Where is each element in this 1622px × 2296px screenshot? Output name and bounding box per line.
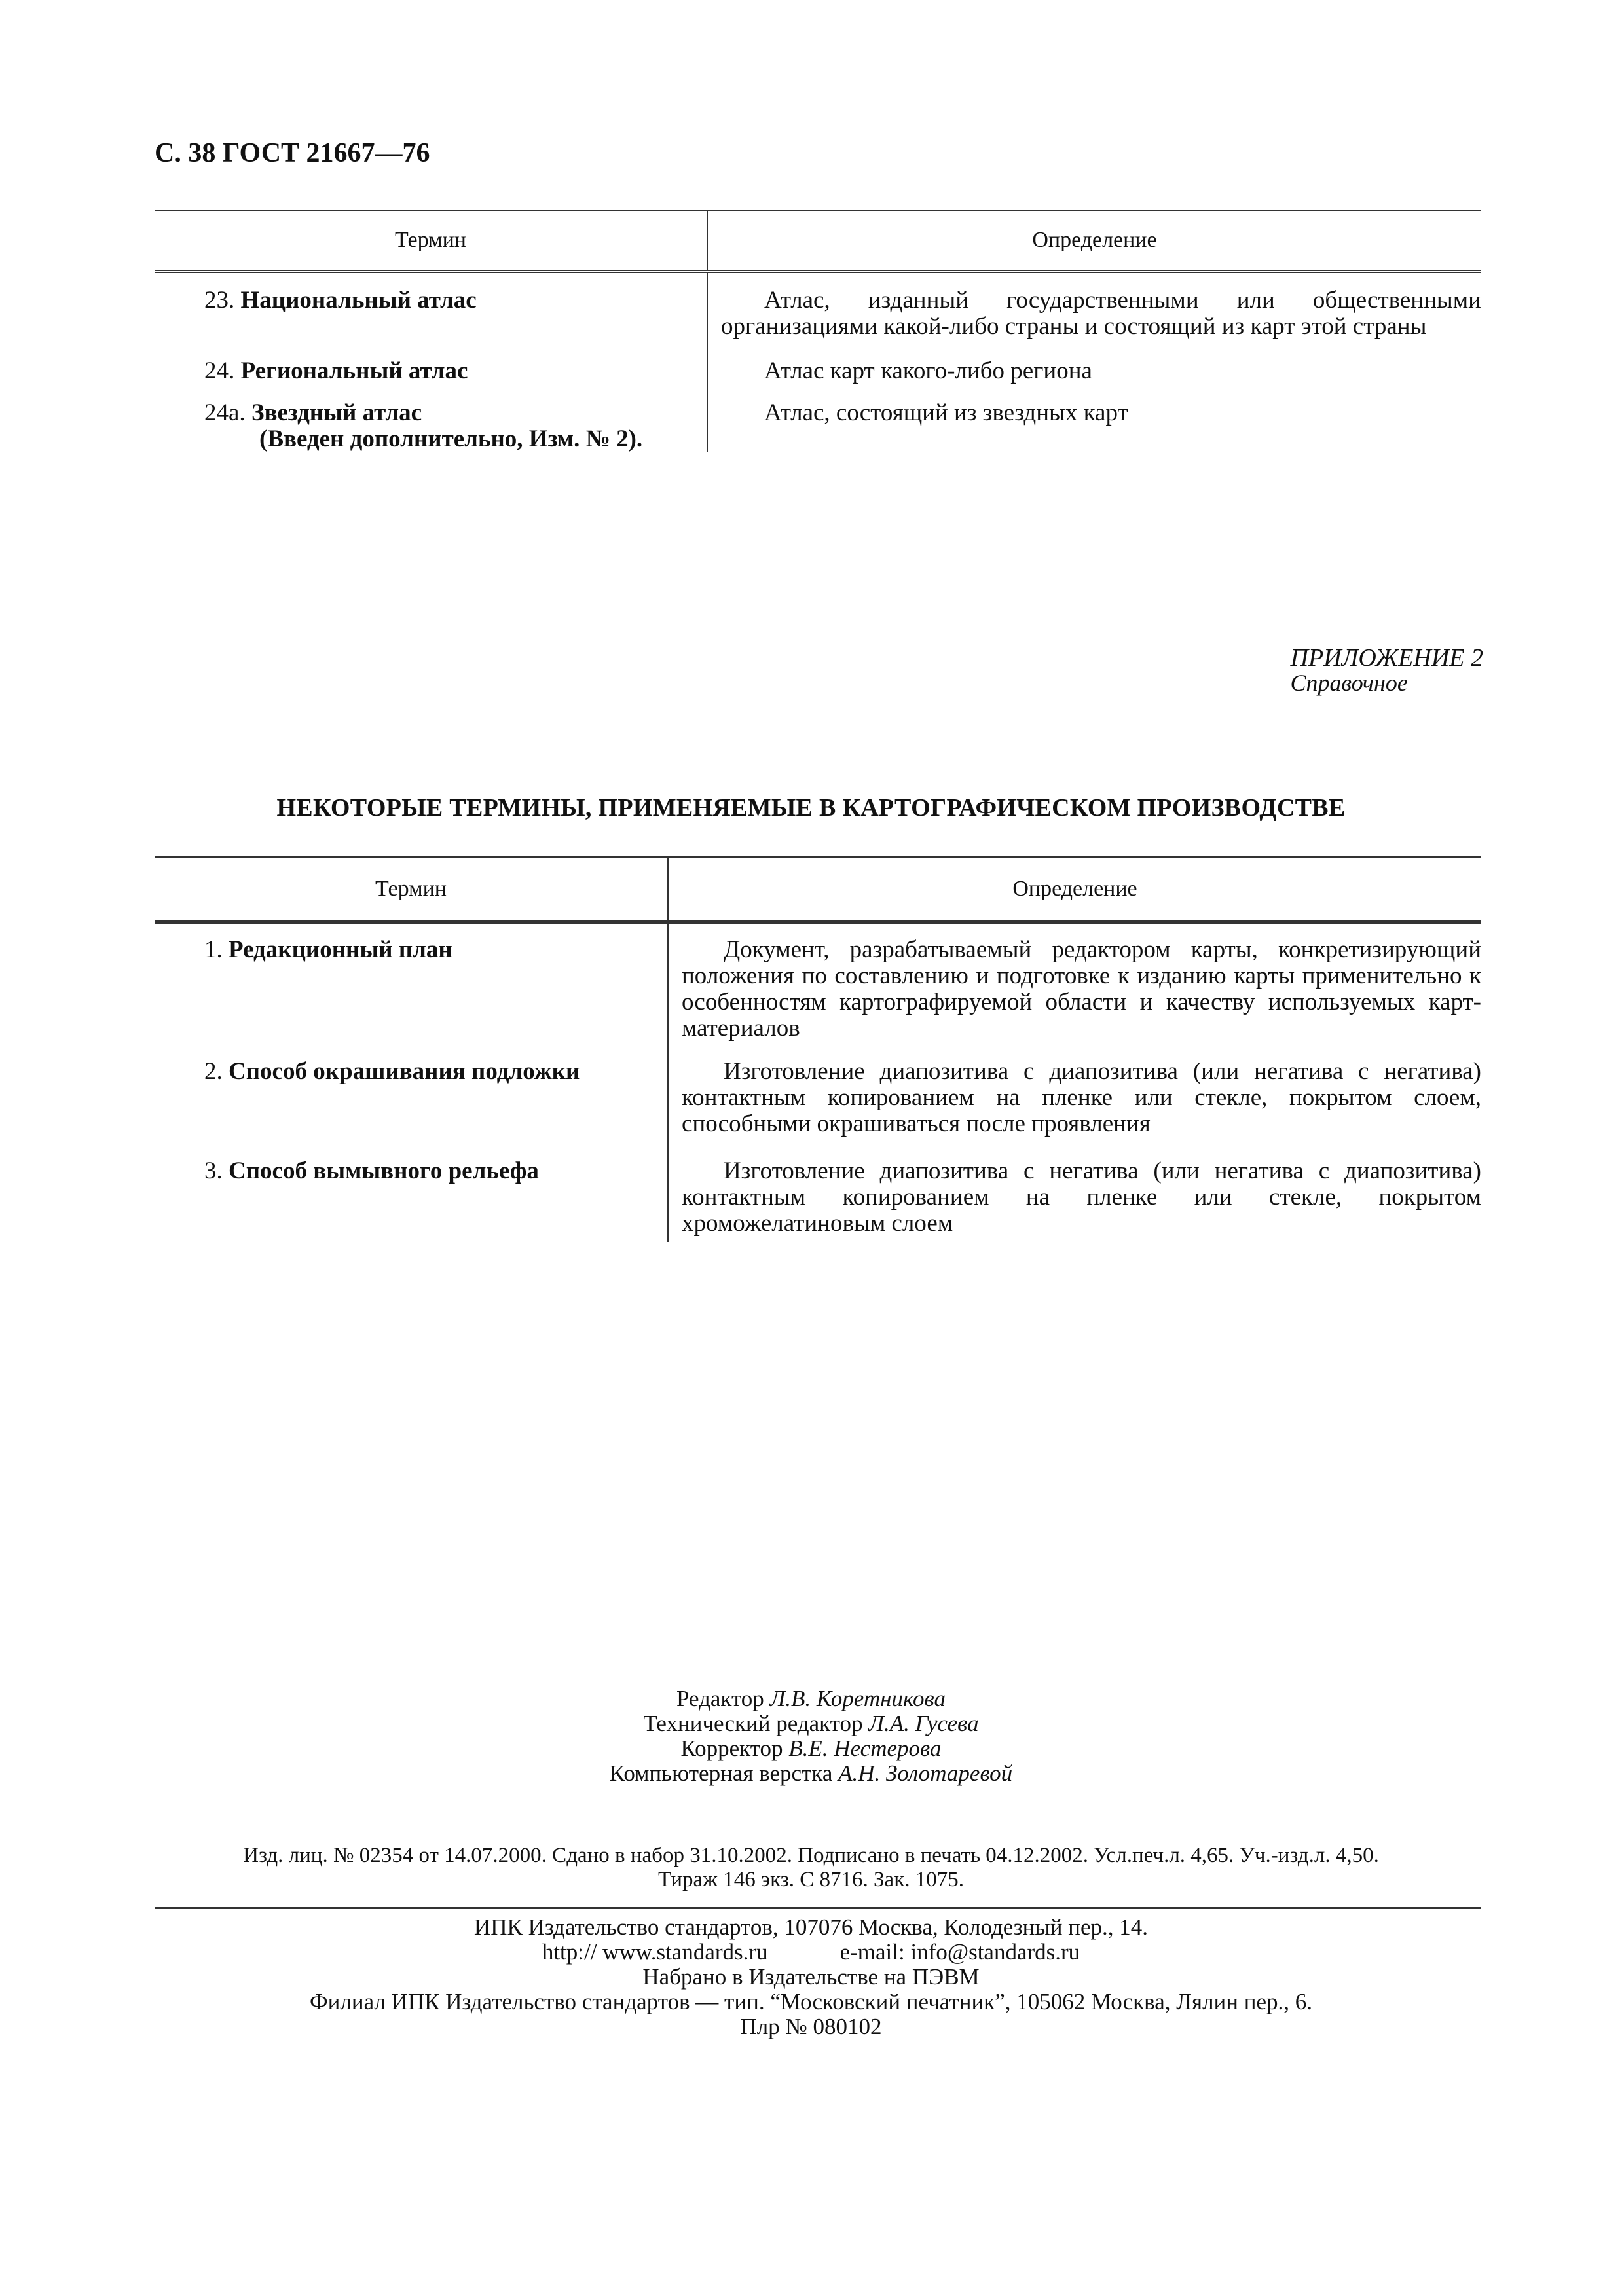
term-name: Звездный атлас (251, 399, 422, 426)
credit-role: Редактор (676, 1686, 764, 1711)
column-header-definition: Определение (707, 210, 1481, 272)
credits-block (0, 1686, 1622, 1786)
page-header: С. 38 ГОСТ 21667—76 (155, 138, 430, 168)
imprint-line: Изд. лиц. № 02354 от 14.07.2000. Сдано в набор 31.10.2002. Подписано в печать 04.12.2002. Усл.печ.л. 4,65. Уч.-изд.л. 4,50. (243, 1844, 1379, 1867)
publisher-contacts (0, 1940, 1622, 1965)
column-header-definition: Определение (668, 857, 1481, 922)
definition-cell: Атлас карт какого-либо региона (764, 357, 1092, 384)
credit-tech-editor (0, 1711, 1622, 1736)
credit-layout (0, 1761, 1622, 1786)
term-number: 3. (204, 1157, 223, 1184)
publisher-typeset: Набрано в Издательстве на ПЭВМ (642, 1964, 980, 1990)
credit-role: Технический редактор (643, 1711, 863, 1736)
credit-name: А.Н. Золотаревой (838, 1760, 1013, 1786)
appendix-label: ПРИЛОЖЕНИЕ 2 (1290, 644, 1483, 672)
terms-table-continued (155, 210, 1481, 452)
table-row (155, 1149, 1481, 1242)
publisher-address: ИПК Издательство стандартов, 107076 Москва, Колодезный пер., 14. (473, 1914, 1149, 1940)
table-row (155, 1049, 1481, 1149)
table-row (155, 922, 1481, 1050)
definition-cell: Документ, разрабатываемый редактором карты, конкретизирующий положения по составлению и подготовке к изданию карты применительно к особенностям картографируемой области и качеству используемых карт-материалов (682, 936, 1481, 1042)
publisher-branch: Филиал ИПК Издательство стандартов — тип. “Московский печатник”, 105062 Москва, Лялин пер., 6. (309, 1989, 1313, 2014)
terms-table (155, 856, 1481, 1242)
credit-name: Л.В. Коретникова (769, 1686, 946, 1711)
credit-role: Корректор (680, 1736, 783, 1761)
term-number: 24а. (204, 399, 246, 426)
imprint-block (0, 1844, 1622, 1892)
term-number: 2. (204, 1058, 223, 1085)
credit-editor (0, 1686, 1622, 1711)
term-name: Редакционный план (229, 936, 452, 963)
publisher-url: http:// www.standards.ru (542, 1939, 768, 1965)
table-header-row (155, 857, 1481, 922)
term-cell (155, 272, 707, 359)
term-number: 24. (204, 357, 235, 384)
column-header-term: Термин (155, 210, 707, 272)
divider (155, 1907, 1481, 1909)
amendment-note: (Введен дополнительно, Изм. № 2). (259, 426, 643, 452)
term-name: Региональный атлас (240, 357, 468, 384)
table-row (155, 272, 1481, 359)
table-row (155, 400, 1481, 452)
term-name: Способ окрашивания подложки (229, 1058, 580, 1085)
term-number: 23. (204, 287, 235, 314)
term-cell (155, 400, 707, 452)
imprint-line: Тираж 146 экз. С 8716. Зак. 1075. (658, 1868, 964, 1891)
term-cell (155, 358, 707, 400)
table-row (155, 358, 1481, 400)
credit-role: Компьютерная верстка (609, 1760, 833, 1786)
term-cell (155, 1149, 668, 1242)
column-header-term: Термин (155, 857, 668, 922)
credit-proofreader (0, 1736, 1622, 1761)
publisher-license: Плр № 080102 (740, 2014, 882, 2039)
term-cell (155, 922, 668, 1050)
credit-name: Л.А. Гусева (868, 1711, 979, 1736)
publisher-email: e-mail: info@standards.ru (839, 1939, 1080, 1965)
term-number: 1. (204, 936, 223, 963)
publisher-block (0, 1915, 1622, 2039)
credit-name: В.Е. Нестерова (788, 1736, 942, 1761)
definition-cell: Изготовление диапозитива с диапозитива (или негатива с негатива) контактным копированием на пленке или стекле, покрытом слоем, способными окрашиваться после проявления (682, 1058, 1481, 1137)
table-header-row (155, 210, 1481, 272)
appendix-heading (1291, 646, 1483, 695)
definition-cell: Атлас, изданный государственными или общественными организациями какой-либо страны и состоящий из карт этой страны (721, 287, 1481, 340)
definition-cell: Атлас, состоящий из звездных карт (764, 399, 1128, 426)
section-title: НЕКОТОРЫЕ ТЕРМИНЫ, ПРИМЕНЯЕМЫЕ В КАРТОГРАФИЧЕСКОМ ПРОИЗВОДСТВЕ (276, 794, 1346, 822)
appendix-type: Справочное (1290, 670, 1408, 696)
term-name: Национальный атлас (240, 287, 477, 314)
term-cell (155, 1049, 668, 1149)
definition-cell: Изготовление диапозитива с негатива (или негатива с диапозитива) контактным копированием на пленке или стекле, покрытом хроможелатиновым слоем (682, 1157, 1481, 1237)
term-name: Способ вымывного рельефа (229, 1157, 539, 1184)
